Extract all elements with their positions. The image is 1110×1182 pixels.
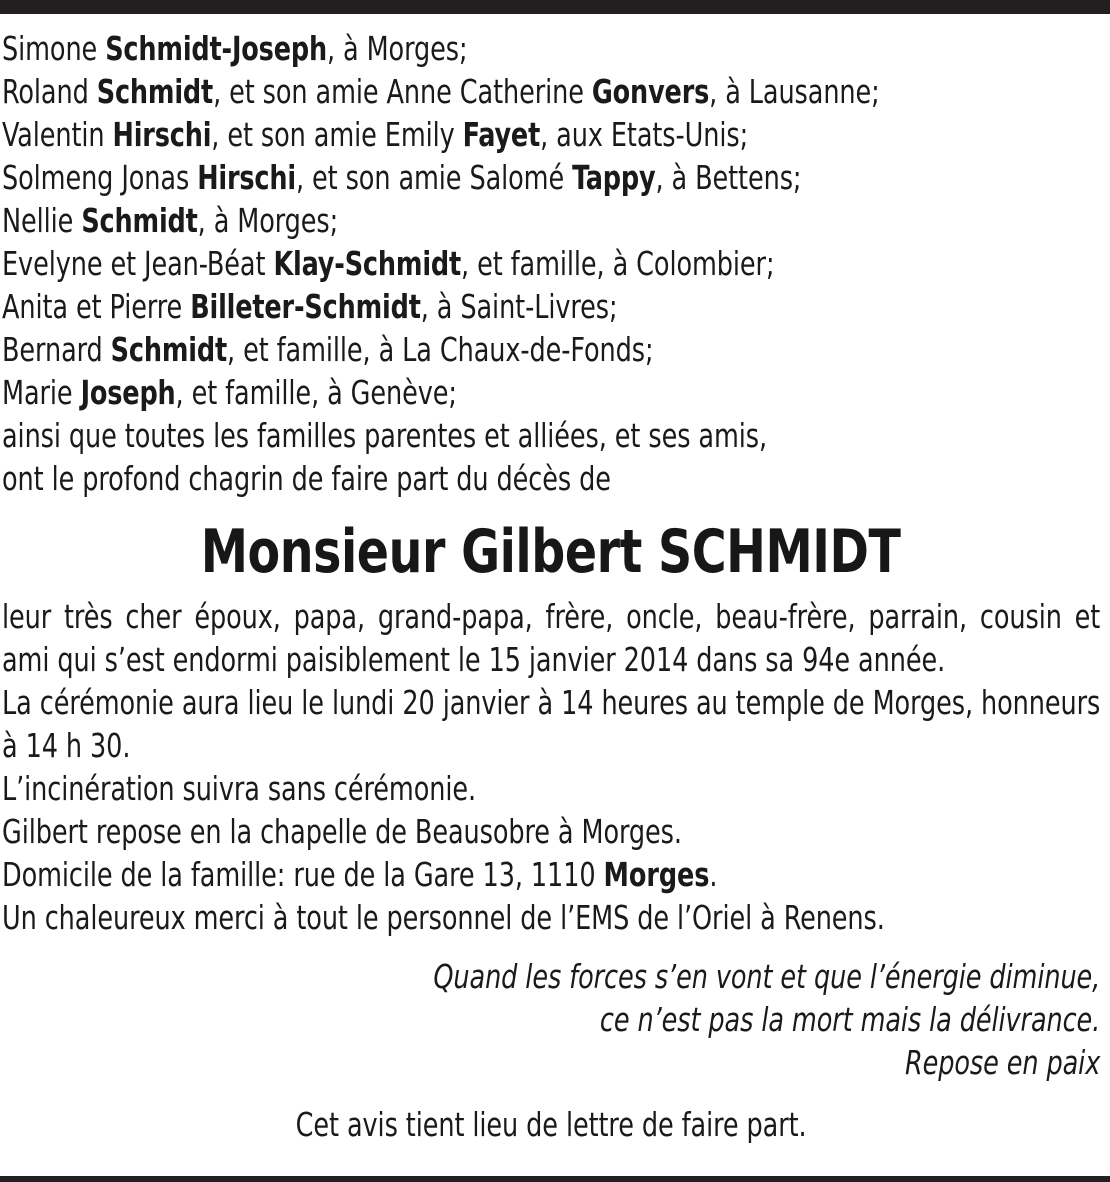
survivor-location: , aux Etats-Unis; <box>540 115 749 154</box>
survivor-surname: Schmidt <box>96 72 214 111</box>
survivor-surname: Klay-Schmidt <box>273 244 462 283</box>
survivor-location: , et famille, à Colombier; <box>461 244 775 283</box>
deceased-name: Monsieur Gilbert SCHMIDT <box>201 517 901 587</box>
list-item <box>2 285 946 328</box>
ceremony-paragraph: La cérémonie aura lieu le lundi 20 janvier à 14 heures au temple de Morges, honneurs à 14 h 30. <box>2 683 1101 765</box>
survivor-given-name: Simone <box>2 29 106 68</box>
survivor-relation: , et son amie Anne Catherine <box>213 72 592 111</box>
address-city: Morges <box>603 855 710 894</box>
verse-line-3: Repose en paix <box>904 1043 1101 1082</box>
list-item <box>2 70 946 113</box>
notice-body <box>2 27 1100 1146</box>
closing-statement <box>2 1103 1100 1146</box>
survivor-given-name: Evelyne et Jean-Béat <box>2 244 274 283</box>
survivor-given-name: Anita et Pierre <box>2 287 191 326</box>
deceased-name-heading <box>2 517 1100 587</box>
top-divider-rule <box>0 0 1110 14</box>
survivors-list <box>2 27 1100 414</box>
list-item <box>2 156 946 199</box>
survivor-surname: Schmidt <box>110 330 228 369</box>
survivor-location: , à Morges; <box>197 201 339 240</box>
bottom-divider-rule <box>0 1176 1110 1182</box>
list-item <box>2 371 946 414</box>
survivor-given-name: Roland <box>2 72 97 111</box>
list-item <box>2 199 946 242</box>
survivor-given-name: Valentin <box>2 115 113 154</box>
survivor-given-name: Solmeng Jonas <box>2 158 198 197</box>
survivor-location: , à Lausanne; <box>709 72 880 111</box>
address-suffix: . <box>709 855 718 894</box>
tribute-paragraph: leur très cher époux, papa, grand-papa, frère, oncle, beau-frère, parrain, cousin et ami qui s’est endormi paisiblement le 15 janvier 2014 dans sa 94e année. <box>2 597 1101 679</box>
list-item <box>2 242 946 285</box>
survivor-surname-secondary: Tappy <box>572 158 656 197</box>
family-address-line <box>2 853 1100 896</box>
survivor-location: , à Saint-Livres; <box>420 287 618 326</box>
survivor-surname-secondary: Gonvers <box>591 72 710 111</box>
list-item <box>2 27 946 70</box>
thanks-line: Un chaleureux merci à tout le personnel de l’EMS de l’Oriel à Renens. <box>2 898 885 937</box>
survivor-surname: Hirschi <box>197 158 296 197</box>
cremation-line: L’incinération suivra sans cérémonie. <box>2 769 477 808</box>
extended-family-line: ainsi que toutes les familles parentes et alliées, et ses amis, <box>2 416 768 455</box>
survivor-relation: , et son amie Emily <box>211 115 463 154</box>
survivor-location: , et famille, à La Chaux-de-Fonds; <box>227 330 654 369</box>
address-prefix: Domicile de la famille: rue de la Gare 13, 1110 <box>2 855 604 894</box>
survivor-surname: Joseph <box>80 373 176 412</box>
survivor-relation: , et son amie Salomé <box>295 158 573 197</box>
announcement-line: ont le profond chagrin de faire part du décès de <box>2 459 611 498</box>
survivor-location: , à Bettens; <box>655 158 802 197</box>
survivor-given-name: Bernard <box>2 330 111 369</box>
survivor-surname: Schmidt <box>81 201 198 240</box>
survivor-location: , à Morges; <box>326 29 468 68</box>
list-item <box>2 113 946 156</box>
survivor-surname: Billeter-Schmidt <box>190 287 421 326</box>
survivor-given-name: Nellie <box>2 201 82 240</box>
survivor-surname: Hirschi <box>112 115 212 154</box>
verse-line-2: ce n’est pas la mort mais la délivrance. <box>599 1000 1101 1039</box>
survivor-surname: Schmidt-Joseph <box>105 29 327 68</box>
memorial-verse <box>2 955 1100 1084</box>
survivor-surname-secondary: Fayet <box>462 115 541 154</box>
repose-line: Gilbert repose en la chapelle de Beausobre à Morges. <box>2 812 682 851</box>
closing-text: Cet avis tient lieu de lettre de faire part. <box>295 1105 807 1144</box>
survivor-given-name: Marie <box>2 373 81 412</box>
list-item <box>2 328 946 371</box>
survivor-location: , et famille, à Genève; <box>175 373 457 412</box>
verse-line-1: Quand les forces s’en vont et que l’énergie diminue, <box>433 957 1101 996</box>
